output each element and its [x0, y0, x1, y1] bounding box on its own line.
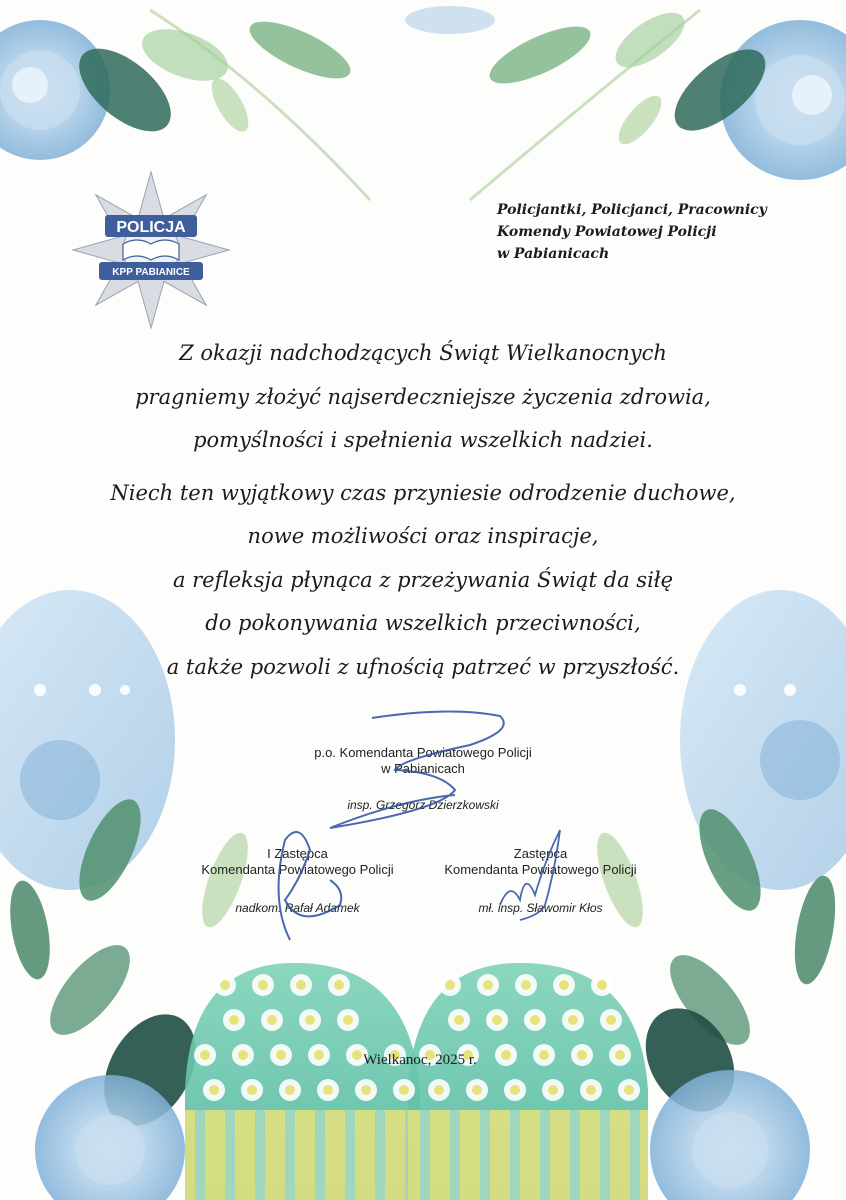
- egg-dot-center: [510, 1085, 520, 1095]
- signature-name: insp. Grzegorz Dzierzkowski: [347, 798, 499, 812]
- wishes-paragraph-2: [60, 472, 786, 690]
- egg-dot-center: [285, 1085, 295, 1095]
- egg-dot-center: [445, 980, 455, 990]
- wishes-line: nowe możliwości oraz inspiracje,: [247, 524, 599, 548]
- signature-name: nadkom. Rafał Adamek: [235, 901, 360, 915]
- signature-name: mł. insp. Sławomir Kłos: [478, 901, 603, 915]
- wishes-line: do pokonywania wszelkich przeciwności,: [205, 611, 641, 635]
- egg-dot-center: [296, 980, 306, 990]
- egg-dot-center: [483, 980, 493, 990]
- egg-dot-center: [615, 1050, 625, 1060]
- signature-title: I Zastępca: [267, 846, 328, 861]
- egg-dot-center: [521, 980, 531, 990]
- signature-title: p.o. Komendanta Powiatowego Policji: [314, 745, 532, 760]
- wishes-paragraph-1: [60, 332, 786, 463]
- egg-dot-center: [258, 980, 268, 990]
- logo-police-label: POLICJA: [116, 219, 186, 236]
- egg-dot-center: [492, 1015, 502, 1025]
- egg-dot-center: [586, 1085, 596, 1095]
- egg-dot-center: [305, 1015, 315, 1025]
- egg-dot-center: [276, 1050, 286, 1060]
- addressee-block: [497, 199, 827, 265]
- wishes-text: [60, 332, 786, 689]
- addressee-line: w Pabianicach: [497, 246, 610, 262]
- egg-dot-center: [624, 1085, 634, 1095]
- egg-dot-center: [472, 1085, 482, 1095]
- egg-dot-center: [530, 1015, 540, 1025]
- wishes-line: pragniemy złożyć najserdeczniejsze życzenia zdrowia,: [135, 384, 711, 409]
- egg-dot-center: [334, 980, 344, 990]
- logo-unit-label: KPP PABIANICE: [112, 267, 190, 278]
- wishes-line: Z okazji nadchodzących Świąt Wielkanocnych: [179, 341, 667, 365]
- egg-dot-center: [606, 1015, 616, 1025]
- egg-dot-center: [548, 1085, 558, 1095]
- egg-dot-center: [238, 1050, 248, 1060]
- signature-title: w Pabianicach: [381, 761, 465, 776]
- egg-dot-center: [539, 1050, 549, 1060]
- egg-dot-center: [229, 1015, 239, 1025]
- egg-dot-center: [577, 1050, 587, 1060]
- flower-top-right: [405, 2, 846, 200]
- egg-dot-center: [454, 1015, 464, 1025]
- signature-right: [418, 846, 663, 916]
- egg-dot-center: [323, 1085, 333, 1095]
- addressee-line: Komendy Powiatowej Policji: [497, 224, 717, 240]
- egg-dot-center: [361, 1085, 371, 1095]
- egg-dot-center: [209, 1085, 219, 1095]
- signature-title: Komendanta Powiatowego Policji: [201, 862, 394, 877]
- place-date: Wielkanoc, 2025 r.: [363, 1052, 477, 1068]
- wishes-line: Niech ten wyjątkowy czas przyniesie odrodzenie duchowe,: [110, 480, 736, 505]
- wishes-line: a refleksja płynąca z przeżywania Świąt da siłę: [172, 567, 674, 592]
- egg-dot-center: [343, 1015, 353, 1025]
- signature-title: Zastępca: [513, 846, 568, 861]
- signature-left: [170, 846, 425, 916]
- egg-dot-center: [568, 1015, 578, 1025]
- signature-main: [248, 745, 598, 813]
- wishes-line: pomyślności i spełnienia wszelkich nadziei.: [193, 428, 653, 452]
- wishes-line: a także pozwoli z ufnością patrzeć w przyszłość.: [166, 654, 680, 679]
- egg-dot-center: [399, 1085, 409, 1095]
- signature-title: Komendanta Powiatowego Policji: [444, 862, 637, 877]
- addressee-line: Policjantki, Policjanci, Pracownicy: [497, 202, 767, 218]
- egg-dot-center: [267, 1015, 277, 1025]
- police-star-logo: [70, 170, 232, 330]
- egg-dot-center: [220, 980, 230, 990]
- egg-dot-center: [247, 1085, 257, 1095]
- egg-dot-center: [200, 1050, 210, 1060]
- egg-dot-center: [434, 1085, 444, 1095]
- egg-dot-center: [597, 980, 607, 990]
- egg-dot-center: [559, 980, 569, 990]
